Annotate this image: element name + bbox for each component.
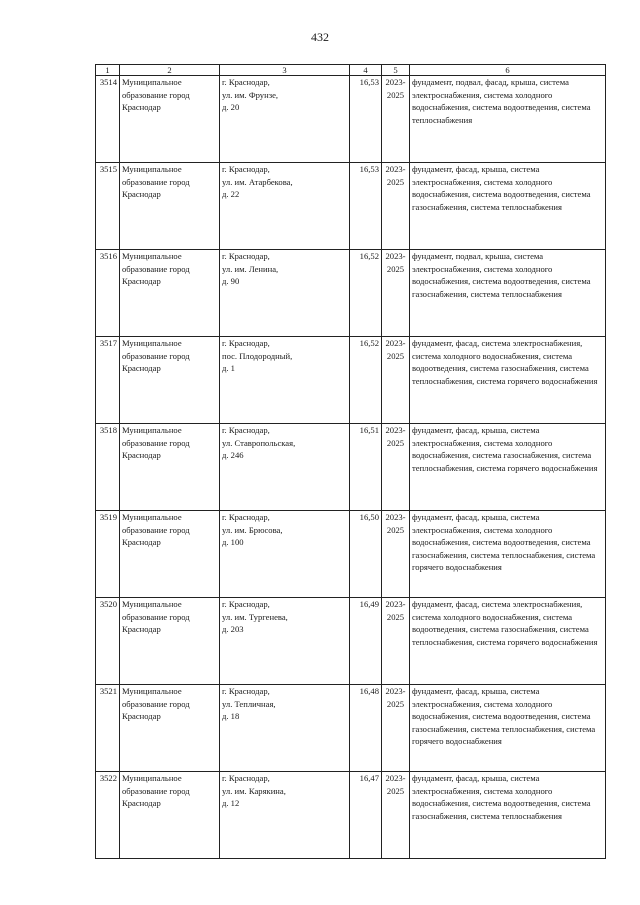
- address-house: д. 246: [222, 450, 244, 460]
- address-street: ул. Тепличная,: [222, 698, 276, 709]
- period-end: 2025: [386, 263, 405, 274]
- value-cell: 16,52: [350, 337, 382, 424]
- row-number: 3514: [96, 76, 120, 163]
- works-cell: фундамент, фасад, крыша, система электроснабжения, система холодного водоснабжения, система газоснабжения, система теплоснабжения, система горячего водоснабжения: [410, 424, 606, 511]
- column-header-6: 6: [410, 65, 606, 76]
- address-city: г. Краснодар,: [222, 164, 270, 174]
- row-number: 3520: [96, 598, 120, 685]
- period-cell: [382, 772, 410, 859]
- address-house: д. 22: [222, 189, 240, 199]
- address-street: ул. им. Фрунзе,: [222, 89, 279, 100]
- address-city: г. Краснодар,: [222, 425, 270, 435]
- value-cell: 16,53: [350, 163, 382, 250]
- owner-cell: Муниципальное образование город Краснодар: [120, 250, 220, 337]
- owner-cell: Муниципальное образование город Краснодар: [120, 598, 220, 685]
- table-row: [96, 337, 606, 424]
- works-cell: фундамент, фасад, крыша, система электроснабжения, система холодного водоснабжения, система водоотведения, система газоснабжения, система теплоснабжения: [410, 163, 606, 250]
- owner-cell: Муниципальное образование город Краснодар: [120, 685, 220, 772]
- value-cell: 16,53: [350, 76, 382, 163]
- table-row: [96, 76, 606, 163]
- address-street: ул. им. Карякина,: [222, 785, 286, 796]
- period-end: 2025: [386, 785, 405, 796]
- period-cell: [382, 250, 410, 337]
- period-start: 2023-: [385, 686, 406, 696]
- address-city: г. Краснодар,: [222, 512, 270, 522]
- owner-cell: Муниципальное образование город Краснодар: [120, 424, 220, 511]
- works-cell: фундамент, фасад, система электроснабжения, система холодного водоснабжения, система водоотведения, система газоснабжения, система теплоснабжения, система горячего водоснабжения: [410, 337, 606, 424]
- period-cell: [382, 163, 410, 250]
- table-row: [96, 424, 606, 511]
- address-city: г. Краснодар,: [222, 338, 270, 348]
- address-city: г. Краснодар,: [222, 599, 270, 609]
- value-cell: 16,51: [350, 424, 382, 511]
- column-header-2: 2: [120, 65, 220, 76]
- row-number: 3516: [96, 250, 120, 337]
- row-number: 3519: [96, 511, 120, 598]
- owner-cell: Муниципальное образование город Краснодар: [120, 511, 220, 598]
- value-cell: 16,48: [350, 685, 382, 772]
- works-cell: фундамент, фасад, система электроснабжения, система холодного водоснабжения, система водоотведения, система газоснабжения, система теплоснабжения, система горячего водоснабжения: [410, 598, 606, 685]
- period-end: 2025: [386, 176, 405, 187]
- address-cell: [220, 250, 350, 337]
- column-header-5: 5: [382, 65, 410, 76]
- address-cell: [220, 76, 350, 163]
- address-cell: [220, 424, 350, 511]
- owner-cell: Муниципальное образование город Краснодар: [120, 337, 220, 424]
- value-cell: 16,52: [350, 250, 382, 337]
- owner-cell: Муниципальное образование город Краснодар: [120, 163, 220, 250]
- address-house: д. 203: [222, 624, 244, 634]
- table-row: [96, 772, 606, 859]
- column-header-3: 3: [220, 65, 350, 76]
- period-cell: [382, 337, 410, 424]
- period-end: 2025: [386, 698, 405, 709]
- address-city: г. Краснодар,: [222, 77, 270, 87]
- data-table: [95, 64, 606, 859]
- works-cell: фундамент, фасад, крыша, система электроснабжения, система холодного водоснабжения, система водоотведения, система газоснабжения, система теплоснабжения: [410, 772, 606, 859]
- works-cell: фундамент, фасад, крыша, система электроснабжения, система холодного водоснабжения, система водоотведения, система газоснабжения, система теплоснабжения, система горячего водоснабжения: [410, 511, 606, 598]
- period-start: 2023-: [385, 77, 406, 87]
- row-number: 3521: [96, 685, 120, 772]
- period-start: 2023-: [385, 338, 406, 348]
- address-street: ул. им. Тургенева,: [222, 611, 288, 622]
- period-cell: [382, 424, 410, 511]
- table-row: [96, 685, 606, 772]
- owner-cell: Муниципальное образование город Краснодар: [120, 772, 220, 859]
- table-row: [96, 511, 606, 598]
- address-city: г. Краснодар,: [222, 773, 270, 783]
- column-header-4: 4: [350, 65, 382, 76]
- row-number: 3515: [96, 163, 120, 250]
- address-cell: [220, 772, 350, 859]
- address-cell: [220, 685, 350, 772]
- column-header-1: 1: [96, 65, 120, 76]
- address-street: ул. Ставропольская,: [222, 437, 296, 448]
- period-end: 2025: [386, 350, 405, 361]
- page-number: 432: [311, 30, 329, 44]
- address-house: д. 1: [222, 363, 235, 373]
- address-house: д. 18: [222, 711, 240, 721]
- row-number: 3518: [96, 424, 120, 511]
- address-house: д. 20: [222, 102, 240, 112]
- address-house: д. 100: [222, 537, 244, 547]
- row-number: 3522: [96, 772, 120, 859]
- address-street: ул. им. Атарбекова,: [222, 176, 293, 187]
- address-house: д. 90: [222, 276, 240, 286]
- period-start: 2023-: [385, 599, 406, 609]
- works-cell: фундамент, подвал, крыша, система электроснабжения, система холодного водоснабжения, система водоотведения, система газоснабжения, система теплоснабжения: [410, 250, 606, 337]
- table-row: [96, 163, 606, 250]
- address-city: г. Краснодар,: [222, 251, 270, 261]
- period-end: 2025: [386, 437, 405, 448]
- period-end: 2025: [386, 524, 405, 535]
- value-cell: 16,49: [350, 598, 382, 685]
- period-start: 2023-: [385, 512, 406, 522]
- period-end: 2025: [386, 611, 405, 622]
- address-city: г. Краснодар,: [222, 686, 270, 696]
- address-street: ул. им. Ленина,: [222, 263, 279, 274]
- period-cell: [382, 76, 410, 163]
- period-cell: [382, 598, 410, 685]
- row-number: 3517: [96, 337, 120, 424]
- address-cell: [220, 511, 350, 598]
- value-cell: 16,47: [350, 772, 382, 859]
- address-cell: [220, 598, 350, 685]
- address-street: пос. Плодородный,: [222, 350, 293, 361]
- period-start: 2023-: [385, 425, 406, 435]
- table-row: [96, 250, 606, 337]
- period-start: 2023-: [385, 164, 406, 174]
- address-house: д. 12: [222, 798, 240, 808]
- address-street: ул. им. Брюсова,: [222, 524, 283, 535]
- period-end: 2025: [386, 89, 405, 100]
- table-header: [96, 65, 606, 76]
- period-start: 2023-: [385, 773, 406, 783]
- address-cell: [220, 163, 350, 250]
- period-start: 2023-: [385, 251, 406, 261]
- period-cell: [382, 685, 410, 772]
- period-cell: [382, 511, 410, 598]
- value-cell: 16,50: [350, 511, 382, 598]
- works-cell: фундамент, подвал, фасад, крыша, система электроснабжения, система холодного водоснабжения, система водоотведения, система теплоснабжения: [410, 76, 606, 163]
- owner-cell: Муниципальное образование город Краснодар: [120, 76, 220, 163]
- works-cell: фундамент, фасад, крыша, система электроснабжения, система холодного водоснабжения, система водоотведения, система газоснабжения, система теплоснабжения, система горячего водоснабжения: [410, 685, 606, 772]
- address-cell: [220, 337, 350, 424]
- table-row: [96, 598, 606, 685]
